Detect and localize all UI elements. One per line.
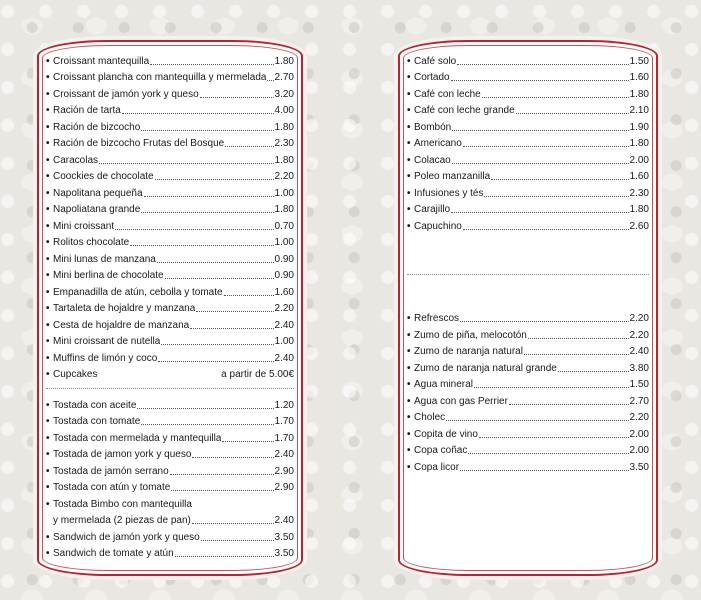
item-name: Copa coñac <box>414 445 468 456</box>
leader-dots <box>224 295 274 296</box>
leader-dots <box>175 556 274 557</box>
item-name: Coockies de chocolate <box>53 171 154 182</box>
leader-dots <box>524 354 629 355</box>
bullet: • <box>407 346 411 357</box>
menu-item <box>407 309 649 326</box>
menu-item <box>407 68 649 85</box>
item-price: 0.90 <box>274 270 294 281</box>
leader-dots <box>509 404 629 405</box>
item-name: Croissant mantequilla <box>53 55 150 67</box>
leader-dots <box>451 212 628 213</box>
item-price: 2.40 <box>274 319 294 331</box>
item-price: 2.70 <box>274 72 294 83</box>
bullet: • <box>407 105 411 116</box>
item-name: Mini croissant de nutella <box>53 336 161 347</box>
bullet: • <box>46 204 50 215</box>
menu-item <box>46 544 294 561</box>
menu-item <box>46 315 294 332</box>
bullet: • <box>46 88 50 100</box>
menu-item <box>46 200 294 217</box>
item-name: Mini lunas de manzana <box>53 253 156 265</box>
menu-item <box>407 216 649 233</box>
bullet: • <box>46 449 50 460</box>
menu-item <box>46 478 294 495</box>
item-name: Refrescos <box>414 313 460 324</box>
leader-dots <box>141 130 273 131</box>
leader-dots <box>141 212 273 213</box>
leader-dots <box>190 328 273 329</box>
leader-dots <box>528 338 629 339</box>
item-name: Café con leche grande <box>414 105 515 116</box>
item-price: 1.00 <box>274 237 294 248</box>
item-price: 1.70 <box>274 416 294 427</box>
menu-item <box>46 101 294 118</box>
item-price: 2.00 <box>629 154 649 166</box>
item-name: Mini croissant <box>53 220 115 232</box>
item-name: Tostada con mermelada y mantequilla <box>53 432 222 444</box>
item-price: a partir de 5.00€ <box>221 369 294 380</box>
bullet: • <box>46 416 50 427</box>
item-name: Zumo de naranja natural <box>414 346 523 357</box>
item-price: 1.50 <box>629 55 649 67</box>
item-name: Capuchino <box>414 220 462 232</box>
leader-dots <box>225 146 273 147</box>
item-price: 2.20 <box>629 329 649 341</box>
leader-dots <box>460 470 629 471</box>
bullet: • <box>46 237 50 248</box>
menu-item <box>46 348 294 365</box>
menu-item <box>46 266 294 283</box>
item-name: Ración de bizcocho Frutas del Bosque <box>53 138 225 149</box>
hot-drinks-section <box>407 51 649 233</box>
item-price: 1.60 <box>274 286 294 298</box>
bullet: • <box>46 253 50 265</box>
bullet: • <box>407 428 411 440</box>
item-price: 0.70 <box>274 220 294 232</box>
item-name: Sandwich de jamón york y queso <box>53 531 200 543</box>
bullet: • <box>46 432 50 444</box>
leader-dots <box>155 179 274 180</box>
item-name: Tartaleta de hojaldre y manzana <box>53 303 196 314</box>
leader-dots <box>165 278 274 279</box>
bullet: • <box>407 445 411 456</box>
bullet: • <box>46 548 50 559</box>
bullet: • <box>407 204 411 215</box>
bullet: • <box>407 412 411 423</box>
item-name: Mini berlina de chocolate <box>53 270 164 281</box>
leader-dots <box>192 523 274 524</box>
item-price: 2.60 <box>629 220 649 232</box>
leader-dots <box>452 163 629 164</box>
item-price: 1.50 <box>629 379 649 390</box>
menu-item <box>407 150 649 167</box>
item-price: 1.80 <box>274 154 294 166</box>
item-price: 2.90 <box>274 482 294 493</box>
menu-item <box>46 51 294 68</box>
leader-dots <box>170 474 274 475</box>
section-divider <box>46 381 294 395</box>
menu-item <box>407 342 649 359</box>
bullet: • <box>407 55 411 67</box>
item-name: Tostada de jamón serrano <box>53 465 169 477</box>
item-price: 2.20 <box>629 313 649 324</box>
item-price: 2.20 <box>629 412 649 423</box>
leader-dots <box>558 371 629 372</box>
item-price: 1.80 <box>629 88 649 100</box>
menu-item <box>46 216 294 233</box>
leader-dots <box>451 80 629 81</box>
bullet: • <box>46 352 50 364</box>
menu-item <box>407 84 649 101</box>
leader-dots <box>144 196 274 197</box>
menu-item <box>46 445 294 462</box>
menu-item <box>407 51 649 68</box>
bullet: • <box>46 121 50 133</box>
item-name: Cupcakes <box>53 369 98 380</box>
item-name: Carajillo <box>414 204 451 215</box>
leader-dots <box>479 437 629 438</box>
menu-item <box>407 358 649 375</box>
item-price: 1.80 <box>274 204 294 215</box>
item-price: 3.80 <box>629 362 649 374</box>
bullet: • <box>46 138 50 149</box>
item-name: Empanadilla de atún, cebolla y tomate <box>53 286 223 298</box>
item-price: 4.00 <box>274 105 294 116</box>
item-price: 1.60 <box>629 171 649 182</box>
item-name: Tostada con aceite <box>53 399 137 411</box>
leader-dots <box>516 113 629 114</box>
item-price: 2.00 <box>629 445 649 456</box>
menu-item <box>407 325 649 342</box>
leader-dots <box>192 457 273 458</box>
menu-item <box>407 134 649 151</box>
item-price: 2.20 <box>274 303 294 314</box>
item-price: 1.00 <box>274 336 294 347</box>
menu-item <box>407 391 649 408</box>
bullet: • <box>46 336 50 347</box>
item-name: Cesta de hojaldre de manzana <box>53 319 190 331</box>
item-name: Cortado <box>414 72 450 83</box>
menu-item <box>46 299 294 316</box>
item-name: Bombón <box>414 121 452 133</box>
leader-dots <box>99 163 274 164</box>
menu-item <box>46 249 294 266</box>
item-name: Tostada de jamon york y queso <box>53 449 192 460</box>
item-price: 2.40 <box>274 449 294 460</box>
menu-panel-right <box>398 40 658 576</box>
leader-dots <box>201 540 274 541</box>
leader-dots <box>200 97 274 98</box>
item-price: 1.70 <box>274 432 294 444</box>
item-price: 1.80 <box>274 121 294 133</box>
item-name: Rolitos chocolate <box>53 237 130 248</box>
leader-dots <box>484 196 628 197</box>
item-name: Café con leche <box>414 88 481 100</box>
menu-item <box>407 375 649 392</box>
item-price: 2.90 <box>274 465 294 477</box>
item-price: 2.30 <box>274 138 294 149</box>
item-price: 0.90 <box>274 253 294 265</box>
item-name: Cholec <box>414 412 446 423</box>
menu-item <box>46 183 294 200</box>
bullet: • <box>46 369 50 380</box>
bullet: • <box>46 187 50 199</box>
item-price: 1.00 <box>274 187 294 199</box>
item-name: Napoliatana grande <box>53 204 141 215</box>
bullet: • <box>46 482 50 493</box>
menu-item <box>46 428 294 445</box>
leader-dots <box>158 361 273 362</box>
leader-dots <box>141 424 273 425</box>
leader-dots <box>491 179 628 180</box>
menu-item <box>46 412 294 429</box>
leader-dots <box>137 408 273 409</box>
menu-item-bimbo-cont <box>46 511 294 528</box>
item-name: Copa licor <box>414 461 460 473</box>
leader-dots <box>474 387 629 388</box>
pastries-section <box>46 51 294 381</box>
menu-item <box>46 167 294 184</box>
menu-panel-left <box>37 40 303 576</box>
toasts-section <box>46 395 294 494</box>
item-price: 2.30 <box>629 187 649 199</box>
menu-item <box>46 332 294 349</box>
menu-item <box>46 117 294 134</box>
bullet: • <box>407 154 411 166</box>
item-price: 1.20 <box>274 399 294 411</box>
item-name: Colacao <box>414 154 451 166</box>
leader-dots <box>446 420 628 421</box>
item-price: 1.80 <box>274 55 294 67</box>
menu-item <box>46 461 294 478</box>
item-name: Tostada con tomate <box>53 416 141 427</box>
item-price: 2.10 <box>629 105 649 116</box>
leader-dots <box>452 130 628 131</box>
item-name: Caracolas <box>53 154 99 166</box>
menu-item <box>46 150 294 167</box>
bullet: • <box>407 88 411 100</box>
bullet: • <box>46 531 50 543</box>
drinks-list <box>407 51 649 474</box>
bullet: • <box>407 379 411 390</box>
bullet: • <box>407 461 411 473</box>
bullet: • <box>407 313 411 324</box>
bullet: • <box>46 270 50 281</box>
menu-item <box>46 134 294 151</box>
item-name: Sandwich de tomate y atún <box>53 548 174 559</box>
menu-item <box>407 408 649 425</box>
bullet: • <box>407 329 411 341</box>
leader-dots <box>267 80 273 81</box>
item-price: 1.60 <box>629 72 649 83</box>
bullet: • <box>46 55 50 67</box>
bullet: • <box>407 395 411 407</box>
bullet: • <box>46 498 50 510</box>
leader-dots <box>150 64 273 65</box>
menu-item <box>46 84 294 101</box>
item-price: 1.90 <box>629 121 649 133</box>
leader-dots <box>463 146 629 147</box>
sandwiches-section <box>46 527 294 560</box>
leader-dots <box>122 113 274 114</box>
bullet: • <box>46 286 50 298</box>
bullet: • <box>46 399 50 411</box>
leader-dots <box>468 453 628 454</box>
menu-item <box>407 101 649 118</box>
leader-dots <box>130 245 273 246</box>
item-price: 2.70 <box>629 395 649 407</box>
item-price: 3.20 <box>274 88 294 100</box>
leader-dots <box>196 311 273 312</box>
bullet: • <box>46 72 50 83</box>
item-name: Copita de vino <box>414 428 478 440</box>
menu-item-bimbo <box>46 494 294 511</box>
item-name: Napolitana pequeña <box>53 187 143 199</box>
bullet: • <box>46 171 50 182</box>
menu-item <box>46 233 294 250</box>
bullet: • <box>46 154 50 166</box>
item-price: 2.00 <box>629 428 649 440</box>
menu-item <box>407 457 649 474</box>
leader-dots <box>482 97 629 98</box>
leader-dots <box>161 344 273 345</box>
bullet: • <box>407 362 411 374</box>
item-price: 3.50 <box>274 548 294 559</box>
food-list <box>46 51 294 560</box>
leader-dots <box>457 64 628 65</box>
item-name: Tostada con atún y tomate <box>53 482 171 493</box>
bullet: • <box>46 220 50 232</box>
leader-dots <box>222 441 273 442</box>
cold-drinks-section <box>407 309 649 474</box>
bullet: • <box>46 465 50 477</box>
bullet: • <box>407 121 411 133</box>
bullet: • <box>46 105 50 116</box>
item-name: Agua con gas Perrier <box>414 395 508 407</box>
menu-item <box>46 527 294 544</box>
item-name: Croissant de jamón york y queso <box>53 88 199 100</box>
item-name: Ración de tarta <box>53 105 121 116</box>
bullet: • <box>407 187 411 199</box>
item-name: y mermelada (2 piezas de pan) <box>53 515 191 526</box>
item-price: 3.50 <box>274 531 294 543</box>
menu-item <box>46 395 294 412</box>
menu-item <box>46 365 294 382</box>
item-name: Zumo de naranja natural grande <box>414 362 557 374</box>
menu-item <box>46 68 294 85</box>
bullet: • <box>407 171 411 182</box>
item-price: 2.40 <box>274 515 294 526</box>
bullet: • <box>407 220 411 232</box>
menu-item <box>46 282 294 299</box>
item-price: 2.40 <box>274 352 294 364</box>
item-name: Americano <box>414 138 462 149</box>
leader-dots <box>463 229 629 230</box>
item-price: 1.80 <box>629 204 649 215</box>
item-name: Agua mineral <box>414 379 473 390</box>
item-name: Ración de bizcocho <box>53 121 141 133</box>
section-divider <box>407 267 649 281</box>
item-price: 2.20 <box>274 171 294 182</box>
bullet: • <box>407 138 411 149</box>
leader-dots <box>157 262 274 263</box>
item-name: Croissant plancha con mantequilla y mermelada <box>53 72 267 83</box>
leader-dots <box>171 490 273 491</box>
bullet: • <box>407 72 411 83</box>
menu-item <box>407 200 649 217</box>
leader-dots <box>115 229 273 230</box>
item-name: Zumo de piña, melocotón <box>414 329 527 341</box>
item-name: Muffins de limón y coco <box>53 352 158 364</box>
item-price: 2.40 <box>629 346 649 357</box>
item-name: Café solo <box>414 55 457 67</box>
item-price: 3.50 <box>629 461 649 473</box>
item-name: Poleo manzanilla <box>414 171 491 182</box>
item-name: Tostada Bimbo con mantequilla <box>53 498 192 510</box>
item-price: 1.80 <box>629 138 649 149</box>
bullet: • <box>46 303 50 314</box>
menu-item <box>407 424 649 441</box>
menu-item <box>407 117 649 134</box>
menu-item <box>407 441 649 458</box>
bullet: • <box>46 319 50 331</box>
leader-dots <box>460 321 629 322</box>
item-name: Infusiones y tés <box>414 187 484 199</box>
menu-item <box>407 167 649 184</box>
menu-item <box>407 183 649 200</box>
